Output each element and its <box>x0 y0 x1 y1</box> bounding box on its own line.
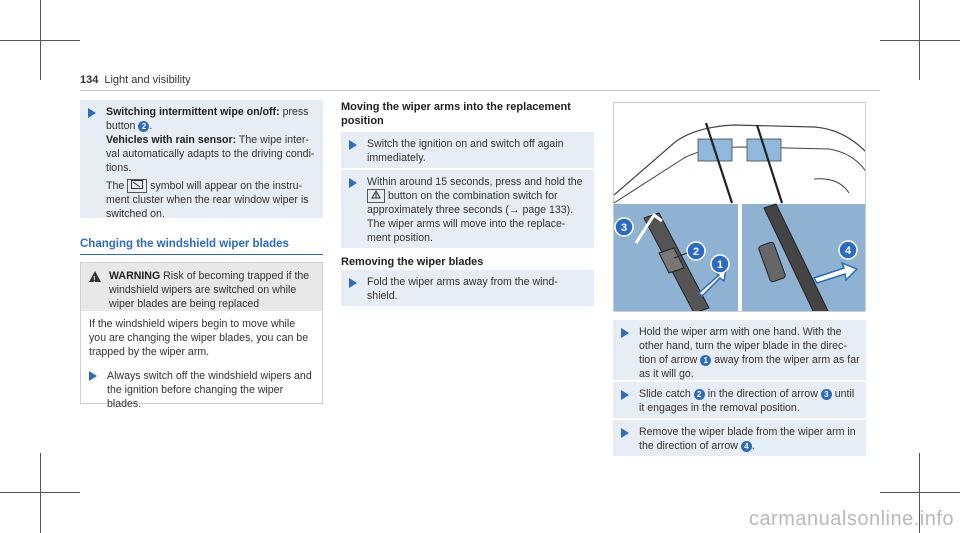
step-text-a: Remove the wiper blade from the wiper arm in the direction of arrow <box>639 426 856 452</box>
step-text: Switch the ignition on and switch off again immediately. <box>367 138 564 164</box>
step-text-c: until it engages in the removal position. <box>639 388 855 414</box>
step-press-hold <box>341 170 594 248</box>
warning-head <box>81 263 322 311</box>
crop-mark <box>880 40 960 41</box>
callout-4 <box>839 241 857 259</box>
step-arrow-icon <box>621 428 629 438</box>
svg-text:1: 1 <box>716 259 724 271</box>
symbol-text-a: The <box>106 180 125 192</box>
step-arrow-icon <box>621 390 629 400</box>
vehicles-text: The wipe inter-val automatically adapts to the driving condi-tions. <box>106 134 315 174</box>
page-header <box>80 74 191 86</box>
wiper-illustration-svg <box>614 103 866 312</box>
crop-mark <box>880 492 960 493</box>
section-heading-replacement: Moving the wiper arms into the replacement position <box>341 101 571 127</box>
warning-step-text: Always switch off the windshield wipers and the ignition before changing the wiper blades. <box>107 370 312 410</box>
rear-wiper-icon <box>127 179 147 193</box>
step-text: Fold the wiper arms away from the wind-shield. <box>367 276 558 302</box>
svg-text:2: 2 <box>692 246 700 258</box>
warning-icon: ! <box>89 271 101 282</box>
warning-step <box>81 367 314 411</box>
symbol-text <box>106 179 317 221</box>
callout-badge-3: 3 <box>821 389 832 400</box>
step-arrow-icon <box>349 278 357 288</box>
step-arrow-icon <box>349 178 357 188</box>
warning-box <box>80 262 323 410</box>
step-text-a: Within around 15 seconds, press and hold the <box>367 176 583 188</box>
warning-body: If the windshield wipers begin to move while you are changing the wiper blades, you can be trapped by the wiper arm. <box>89 318 309 358</box>
warning-head-text: Risk of becoming trapped if the windshield wipers are switched on while wiper blades are being replaced <box>109 270 310 310</box>
section-title: Changing the windshield wiper blades <box>80 238 289 250</box>
step-text-c: The wiper arms will move into the replace-ment position. <box>367 218 566 245</box>
callout-3 <box>615 218 633 236</box>
step-text-b: in the direction of arrow <box>707 388 818 400</box>
step-fold-arms <box>341 270 594 306</box>
page-reference-link[interactable]: (→ page 133). <box>505 204 574 217</box>
crop-mark <box>40 0 41 80</box>
step-text-b: button on the combination switch for approximately three seconds <box>367 190 558 217</box>
symbol-text-b: symbol will appear on the instru-ment cluster when the rear window wiper is switched on. <box>106 180 309 221</box>
step-text <box>367 175 588 245</box>
step-slide-catch <box>613 382 866 418</box>
step-text-b: away from the wiper arm as far as it will go. <box>639 354 860 380</box>
step-text-a: press button <box>106 106 309 132</box>
sub-heading-removing: Removing the wiper blades <box>341 256 484 268</box>
step-title: Switching intermittent wipe on/off: <box>106 106 280 118</box>
callout-badge-2: 2 <box>138 121 149 132</box>
step-text-a: Hold the wiper arm with one hand. With the other hand, turn the wiper blade in the direc-tion of arrow <box>639 326 847 366</box>
section-name: Light and visibility <box>104 74 191 86</box>
svg-text:4: 4 <box>844 245 852 257</box>
step-arrow-icon <box>621 328 629 338</box>
callout-1 <box>711 255 729 273</box>
watermark: carmanualsonline.info <box>748 508 954 530</box>
step-arrow-icon <box>88 108 96 118</box>
section-rule <box>80 254 323 255</box>
step-intermittent-wipe <box>80 100 323 221</box>
step-ignition <box>341 132 594 168</box>
wiper-button-icon <box>367 189 385 203</box>
wiper-illustration <box>613 102 866 312</box>
step-hold-arm <box>613 320 866 380</box>
warning-label: WARNING <box>109 270 161 282</box>
step-text: Switching intermittent wipe on/off: press button 2 . Vehicles with rain sensor: The wipe inter-val automatically adapts to the driving condi-tions. <box>106 106 315 174</box>
header-rule <box>80 90 880 91</box>
page-number: 134 <box>80 74 99 86</box>
step-text-a: Slide catch <box>639 388 691 400</box>
svg-text:3: 3 <box>620 222 628 234</box>
vehicles-title: Vehicles with rain sensor: <box>106 134 237 146</box>
callout-badge-4: 4 <box>741 441 752 452</box>
step-arrow-icon <box>89 371 97 381</box>
crop-mark <box>40 453 41 533</box>
step-text-b: . <box>751 440 755 452</box>
callout-badge-2: 2 <box>694 389 705 400</box>
crop-mark <box>919 0 920 80</box>
callout-badge-1: 1 <box>700 355 711 366</box>
step-remove-blade <box>613 420 866 456</box>
step-arrow-icon <box>349 140 357 150</box>
